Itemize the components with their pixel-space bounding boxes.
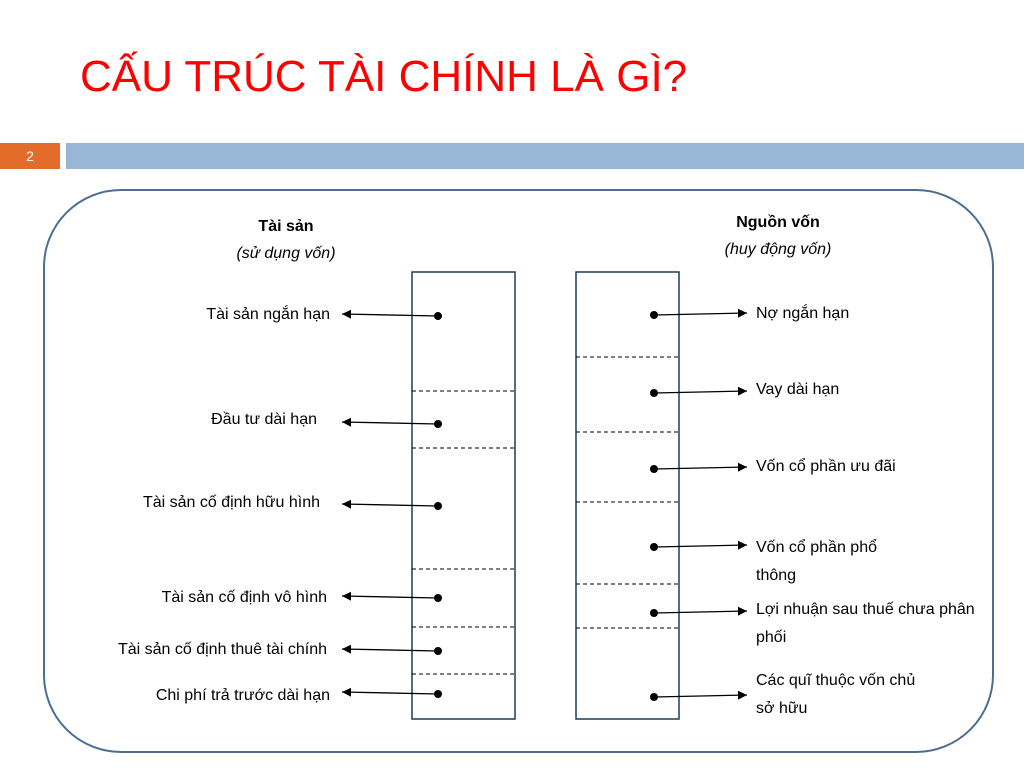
slide-title: CẤU TRÚC TÀI CHÍNH LÀ GÌ? [80,52,688,101]
sources-heading-group [698,214,858,259]
assets-subheading: (sử dụng vốn) [236,245,336,262]
source-label: Các quĩ thuộc vốn chủ sở hữu [756,672,916,717]
source-label: Lợi nhuận sau thuế chưa phân phối [756,601,975,646]
sources-heading: Nguồn vốn [736,214,820,231]
header-bar [66,143,1024,169]
source-label: Nợ ngắn hạn [756,305,850,322]
source-label: Vốn cổ phần phổ thông [756,539,877,584]
sources-subheading: (huy động vốn) [724,241,832,258]
source-label: Vay dài hạn [756,381,840,398]
asset-label: Tài sản cố định vô hình [161,589,327,606]
slide-number: 2 [26,148,34,164]
asset-label: Tài sản ngắn hạn [206,306,330,323]
asset-label: Tài sản cố định hữu hình [142,494,320,511]
asset-label: Chi phí trả trước dài hạn [155,687,330,704]
asset-label: Đầu tư dài hạn [211,411,317,428]
assets-heading: Tài sản [258,218,314,235]
assets-heading-group [216,218,356,263]
source-label: Vốn cổ phần ưu đãi [756,458,896,475]
asset-label: Tài sản cố định thuê tài chính [117,641,327,658]
